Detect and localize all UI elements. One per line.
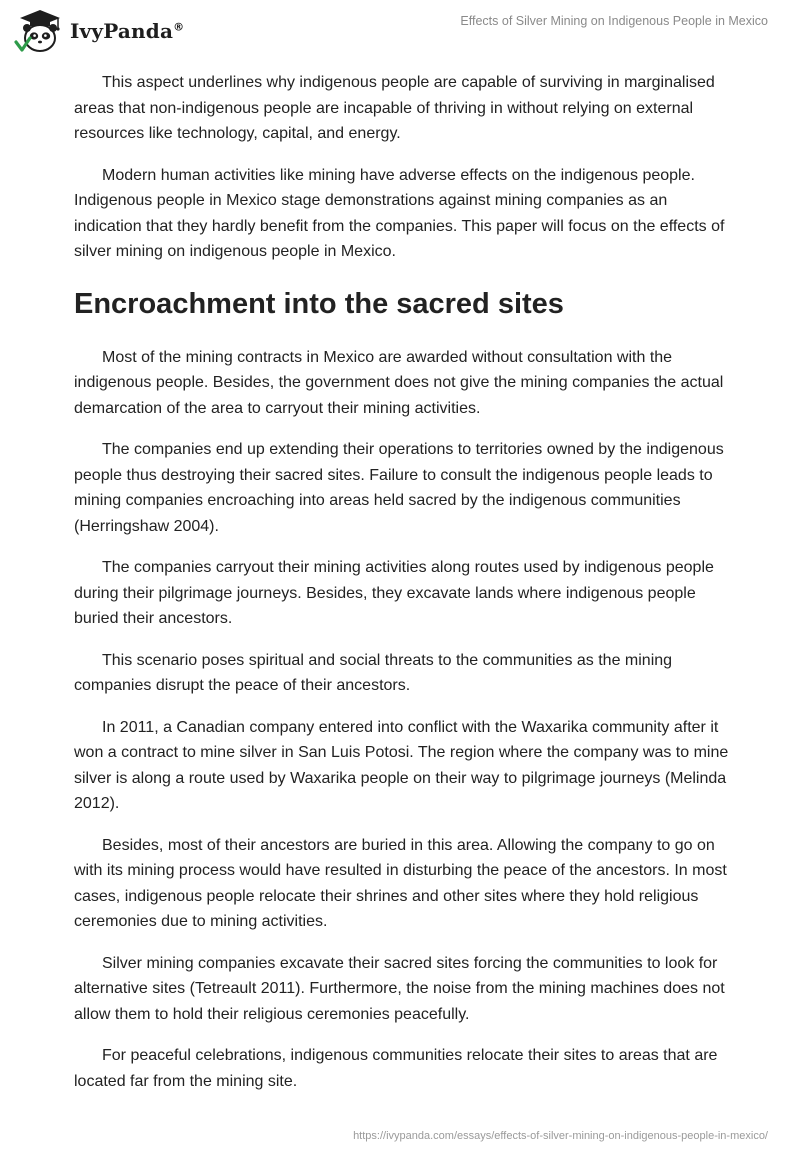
source-url[interactable]: https://ivypanda.com/essays/effects-of-silver-mining-on-indigenous-people-in-mexico/: [353, 1130, 768, 1142]
section-paragraph-1: Most of the mining contracts in Mexico are awarded without consultation with the indigenous people. Besides, the government does not give the mining companies the actual demarcation of the area to carryout their mining activities.: [74, 348, 724, 417]
essay-content: [74, 70, 734, 1110]
section-paragraph-5: In 2011, a Canadian company entered into conflict with the Waxarika community after it won a contract to mine silver in San Luis Potosi. The region where the company was to mine silver is along a route used by Waxarika people on their way to pilgrimage journeys (Melinda 2012).: [74, 718, 729, 812]
section-paragraph-2: The companies end up extending their operations to territories owned by the indigenous people thus destroying their sacred sites. Failure to consult the indigenous people leads to mining companies encroaching into areas held sacred by the indigenous communities (Herringshaw 2004).: [74, 441, 724, 535]
section-paragraph-3: The companies carryout their mining activities along routes used by indigenous people during their pilgrimage journeys. Besides, they excavate lands where indigenous people buried their ancestors.: [74, 559, 714, 627]
registered-mark: ®: [173, 20, 185, 34]
panda-logo-icon: [14, 8, 66, 54]
intro-paragraph-2: Modern human activities like mining have adverse effects on the indigenous people. Indigenous people in Mexico stage demonstrations against mining companies as an indication that they hardly benefit from the companies. This paper will focus on the effects of silver mining on indigenous people in Mexico.: [74, 166, 725, 260]
brand-logo[interactable]: [14, 8, 184, 54]
brand-name: [70, 19, 184, 43]
intro-paragraph-1: This aspect underlines why indigenous people are capable of surviving in marginalised areas that non-indigenous people are incapable of thriving in without relying on external resources like technology, capital, and energy.: [74, 74, 715, 142]
section-paragraph-6: Besides, most of their ancestors are buried in this area. Allowing the company to go on with its mining process would have resulted in disturbing the peace of the ancestors. In most cases, indigenous people relocate their shrines and other sites where they hold religious ceremonies due to mining activities.: [74, 836, 727, 930]
section-paragraph-8: For peaceful celebrations, indigenous communities relocate their sites to areas that are located far from the mining site.: [74, 1047, 718, 1090]
brand-name-text: IvyPanda: [70, 19, 174, 43]
page-header: [0, 0, 800, 60]
section-paragraph-4: This scenario poses spiritual and social threats to the communities as the mining companies disrupt the peace of their ancestors.: [74, 651, 673, 694]
section-heading: Encroachment into the sacred sites: [74, 287, 564, 320]
running-title: Effects of Silver Mining on Indigenous People in Mexico: [460, 14, 768, 28]
section-paragraph-7: Silver mining companies excavate their sacred sites forcing the communities to look for alternative sites (Tetreault 2011). Furthermore, the noise from the mining machines does not allow them to hold their religious ceremonies peacefully.: [74, 954, 725, 1023]
